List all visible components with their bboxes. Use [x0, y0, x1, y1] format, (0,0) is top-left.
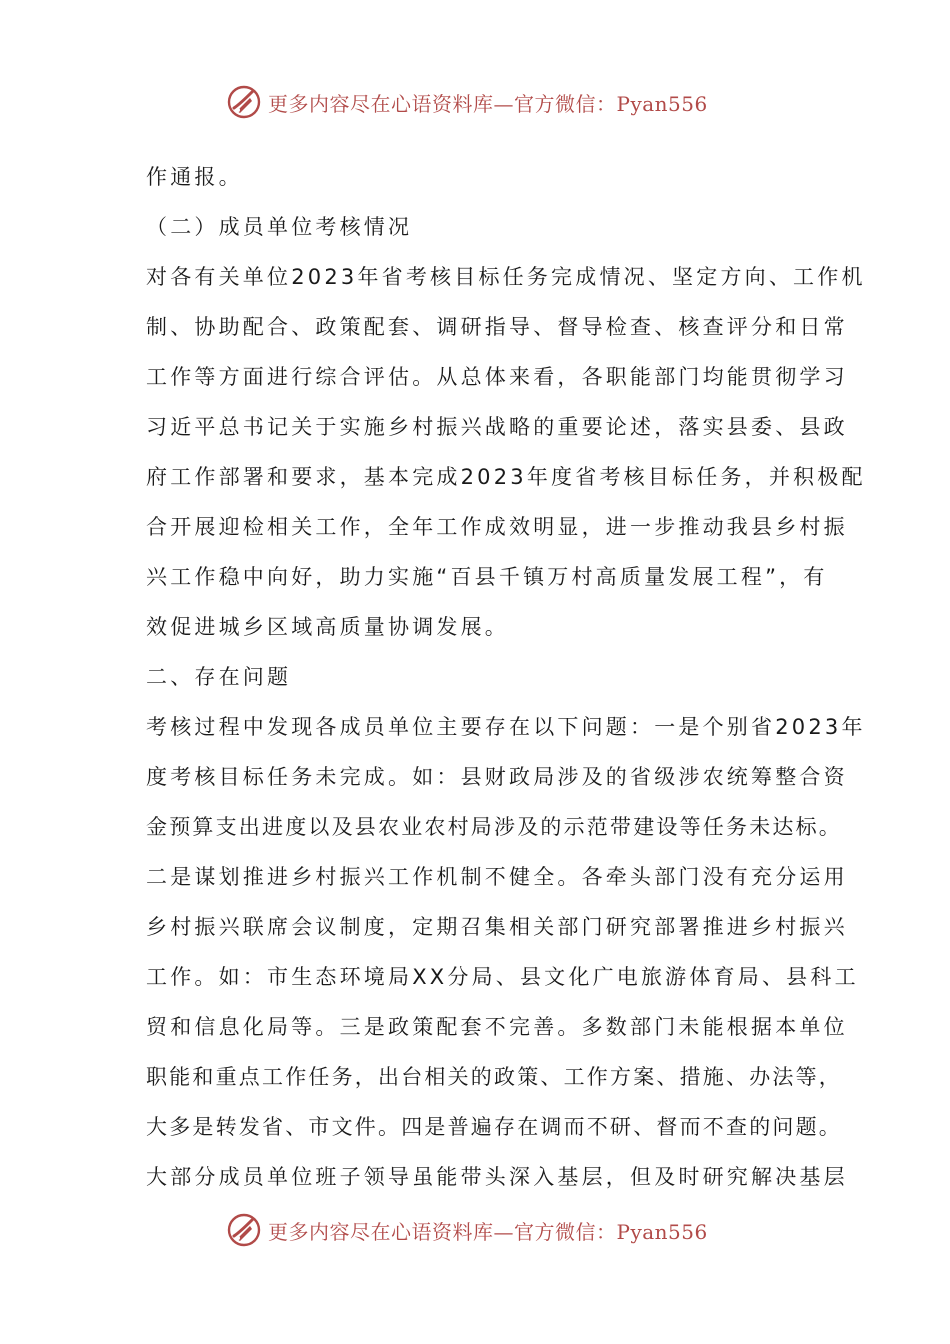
body-line: 大部分成员单位班子领导虽能带头深入基层，但及时研究解决基层	[146, 1165, 848, 1189]
document-body	[146, 152, 866, 1202]
header-watermark-text: 更多内容尽在心语资料库—官方微信：Pyan556	[268, 91, 708, 116]
pen-logo-icon	[226, 1212, 262, 1248]
body-line: 职能和重点工作任务，出台相关的政策、工作方案、措施、办法等，	[146, 1065, 842, 1089]
body-line: 府工作部署和要求，基本完成2023年度省考核目标任务，并积极配	[146, 465, 866, 489]
body-line: 兴工作稳中向好，助力实施“百县千镇万村高质量发展工程”，有	[146, 565, 828, 589]
footer-watermark-text: 更多内容尽在心语资料库—官方微信：Pyan556	[268, 1219, 708, 1244]
footer-watermark-banner	[226, 1210, 746, 1250]
body-line: 二是谋划推进乡村振兴工作机制不健全。各牵头部门没有充分运用	[146, 865, 848, 889]
header-watermark-banner	[226, 82, 746, 122]
body-line: 乡村振兴联席会议制度，定期召集相关部门研究部署推进乡村振兴	[146, 915, 848, 939]
body-line: 效促进城乡区域高质量协调发展。	[146, 615, 509, 639]
body-line: 对各有关单位2023年省考核目标任务完成情况、坚定方向、工作机	[146, 265, 866, 289]
body-line: 工作。如：市生态环境局XX分局、县文化广电旅游体育局、县科工	[146, 965, 859, 989]
body-line: 大多是转发省、市文件。四是普遍存在调而不研、督而不查的问题。	[146, 1115, 842, 1139]
body-line: 金预算支出进度以及县农业农村局涉及的示范带建设等任务未达标。	[146, 815, 842, 839]
body-line: 度考核目标任务未完成。如：县财政局涉及的省级涉农统筹整合资	[146, 765, 848, 789]
pen-logo-icon	[226, 84, 262, 120]
body-line: 合开展迎检相关工作，全年工作成效明显，进一步推动我县乡村振	[146, 515, 848, 539]
section-heading: （二）成员单位考核情况	[146, 215, 413, 239]
body-line: 工作等方面进行综合评估。从总体来看，各职能部门均能贯彻学习	[146, 365, 848, 389]
body-line: 习近平总书记关于实施乡村振兴战略的重要论述，落实县委、县政	[146, 415, 848, 439]
body-line: 贸和信息化局等。三是政策配套不完善。多数部门未能根据本单位	[146, 1015, 848, 1039]
body-line: 作通报。	[146, 165, 243, 189]
body-line: 制、协助配合、政策配套、调研指导、督导检查、核查评分和日常	[146, 315, 848, 339]
body-line: 考核过程中发现各成员单位主要存在以下问题：一是个别省2023年	[146, 715, 866, 739]
section-heading: 二、存在问题	[146, 665, 292, 689]
